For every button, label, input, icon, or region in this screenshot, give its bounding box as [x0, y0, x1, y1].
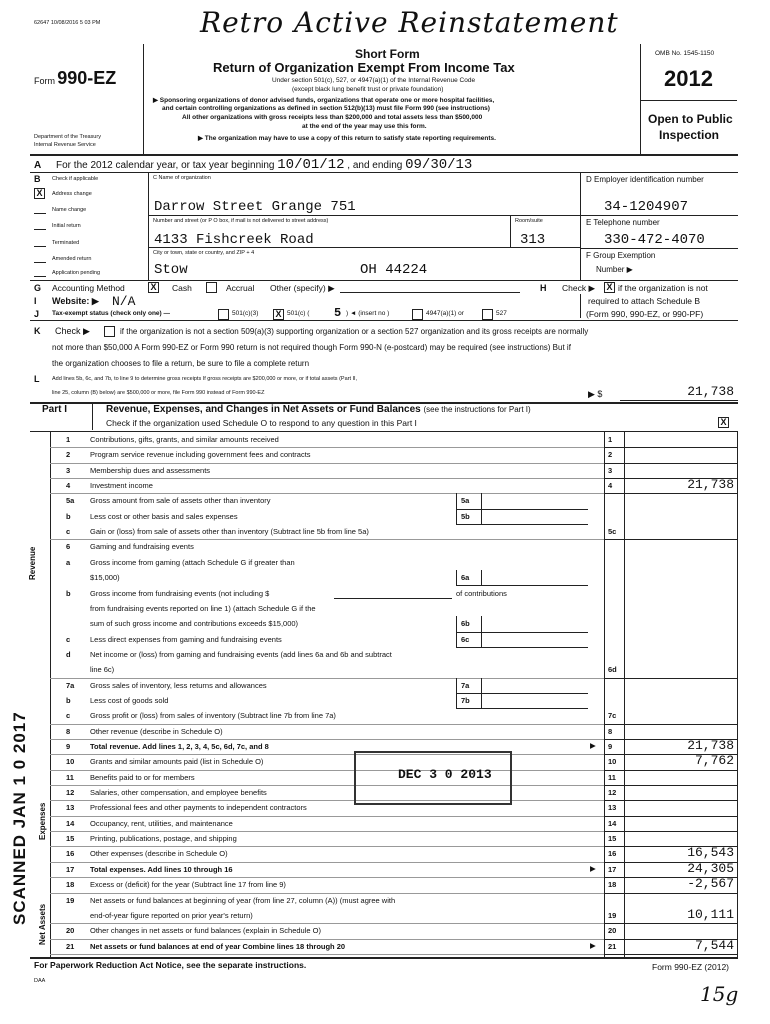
short-form: Short Form: [355, 47, 420, 61]
side-label-net-assets: Net Assets: [38, 903, 47, 945]
line-description: Gross amount from sale of assets other than inventory: [90, 496, 271, 506]
line-description: Less cost or other basis and sales expenses: [90, 511, 238, 521]
line-number: 16: [66, 849, 75, 859]
application-pending-box: [34, 276, 46, 277]
schedule-o-checkbox[interactable]: X: [718, 417, 729, 428]
row-rule: [50, 877, 604, 878]
4947-label: 4947(a)(1) or: [426, 310, 464, 317]
h-divider: [580, 294, 581, 318]
line-description: Gaming and fundraising events: [90, 542, 194, 552]
line-description: Net income or (loss) from gaming and fundraising events (add lines 6a and 6b and subtract: [90, 649, 392, 659]
contributions-field[interactable]: [334, 598, 452, 599]
tax-year-end[interactable]: 09/30/13: [405, 157, 473, 173]
line-description: Net assets or fund balances at beginning of year (from line 27, column (A)) (must agree with: [90, 895, 396, 905]
initial-return-label: Initial return: [52, 223, 81, 229]
line-number: b: [66, 588, 71, 598]
line-h-check: Check ▶: [562, 283, 595, 293]
line-description: Other expenses (describe in Schedule O): [90, 849, 228, 859]
gross-receipts-amount[interactable]: 21,738: [687, 384, 734, 399]
line-number: 11: [66, 772, 74, 782]
line-description: Gross income from fundraising events (not including $: [90, 588, 270, 598]
line-description: Program service revenue including government fees and contracts: [90, 450, 311, 460]
row-rule: [50, 954, 604, 955]
line-number: 18: [66, 880, 75, 890]
side-label-expenses: Expenses: [38, 802, 47, 840]
handwritten-title: Retro Active Reinstatement: [200, 6, 619, 39]
sub-box-label: 6b: [461, 619, 470, 629]
line-description: Grants and similar amounts paid (list in Schedule O): [90, 757, 264, 767]
state-zip[interactable]: OH 44224: [360, 262, 428, 278]
row-rule: [50, 816, 604, 817]
dept-treasury: Department of the Treasury: [34, 134, 101, 140]
side-label-revenue: Revenue: [28, 546, 37, 580]
line-box-label: 1: [608, 435, 613, 444]
cash-checkbox[interactable]: X: [148, 282, 159, 293]
line-description: Contributions, gifts, grants, and similar amounts received: [90, 435, 279, 444]
row-rule: [50, 939, 604, 940]
line-description: Occupancy, rent, utilities, and maintenance: [90, 818, 233, 828]
street-address[interactable]: 4133 Fishcreek Road: [154, 232, 314, 248]
row-rule: [50, 463, 604, 464]
line-number: 8: [66, 726, 71, 736]
form-title: Return of Organization Exempt From Income Tax: [213, 60, 515, 75]
insert-no-label: ) ◄ (insert no ): [346, 310, 390, 317]
line-number: 4: [66, 481, 71, 491]
amount-rule: [604, 539, 737, 540]
sub-amount-field[interactable]: [480, 693, 588, 709]
b-c-divider: [148, 172, 149, 280]
terminated-box: [34, 246, 46, 247]
website-label: Website: ▶: [52, 296, 99, 306]
part1-title: Revenue, Expenses, and Changes in Net Assets or Fund Balances: [106, 404, 421, 415]
line-h-label: H: [540, 283, 547, 293]
website-value[interactable]: N/A: [112, 294, 136, 309]
501c-insert-value[interactable]: 5: [334, 306, 342, 320]
inspection-label: Inspection: [659, 128, 720, 142]
line-description: Net assets or fund balances at end of year Combine lines 18 through 20: [90, 941, 346, 951]
instruction-3: All other organizations with gross receipts less than $200,000 and total assets less than $500,000: [182, 114, 483, 121]
line-box-label: 14: [608, 818, 617, 828]
amount-col-right: [737, 431, 738, 957]
line-number: 10: [66, 757, 75, 767]
amount-rule: [604, 493, 737, 494]
line-box-label: 7c: [608, 711, 617, 721]
tax-year-begin[interactable]: 10/01/12: [277, 157, 345, 173]
line-box-label: 6d: [608, 665, 617, 675]
check-if-applicable: Check if applicable: [52, 176, 99, 182]
line-number: d: [66, 649, 71, 659]
instruction-2: and certain controlling organizations as defined in section 512(b)(13) must file Form 990 (see instructions): [162, 105, 490, 112]
part1-title-row: [106, 404, 531, 415]
part1-label: Part I: [42, 404, 68, 415]
line-number: 1: [66, 435, 71, 444]
terminated-label: Terminated: [52, 240, 80, 246]
row-rule: [50, 785, 604, 786]
line-k-row: K Check ▶: [34, 326, 90, 336]
line-number: 14: [66, 818, 75, 828]
line-description: sum of such gross income and contributions exceeds $15,000): [90, 619, 299, 629]
omb-number: OMB No. 1545-1150: [655, 50, 715, 57]
subtitle-1: Under section 501(c), 527, or 4947(a)(1) of the Internal Revenue Code: [272, 77, 476, 84]
total-arrow-icon: ▶: [590, 863, 596, 873]
line-number: 3: [66, 465, 71, 475]
line-amount[interactable]: 21,738: [687, 738, 734, 753]
line-number: c: [66, 527, 71, 537]
line-amount[interactable]: -2,567: [687, 876, 734, 892]
org-name-label: C Name of organization: [153, 175, 211, 181]
line-amount[interactable]: 24,305: [687, 860, 734, 876]
c-d-divider: [580, 172, 581, 280]
line-number: c: [66, 711, 71, 721]
rule-a: [30, 172, 738, 173]
row-rule: [50, 754, 604, 755]
ein[interactable]: 34-1204907: [604, 199, 689, 215]
phone-label: E Telephone number: [586, 218, 660, 227]
line-description: $15,000): [90, 573, 120, 583]
ein-label: D Employer identification number: [586, 175, 704, 184]
line-number: 13: [66, 803, 75, 813]
line-h-text-2: if the organization is not: [618, 283, 708, 293]
row-rule: [50, 846, 604, 847]
line-number: 15: [66, 834, 75, 844]
line-number: 6: [66, 542, 71, 552]
sub-box: [456, 632, 482, 648]
line-box-label: 4: [608, 481, 613, 491]
line-j-label: J: [34, 309, 40, 319]
line-box-label: 5c: [608, 527, 617, 537]
line-number: 21: [66, 941, 75, 951]
schedule-o-check-text: Check if the organization used Schedule O to respond to any question in this Part I: [106, 418, 417, 428]
total-arrow-icon: ▶: [590, 741, 596, 750]
sub-amount-field[interactable]: [480, 493, 588, 509]
room-suite[interactable]: 313: [520, 232, 546, 248]
amount-rule: [604, 770, 737, 771]
line-number: 12: [66, 788, 75, 798]
line-box-label: 12: [608, 788, 617, 798]
line-number: 7a: [66, 680, 75, 690]
line-l-label: L: [34, 374, 40, 384]
line-description: Excess or (deficit) for the year (Subtract line 17 from line 9): [90, 880, 286, 890]
subtitle-2: (except black lung benefit trust or private foundation): [292, 86, 444, 93]
rule-name: [148, 215, 580, 216]
amount-rule: [604, 800, 737, 801]
501c-checkbox[interactable]: X: [273, 309, 284, 320]
sub-box-label: 5b: [461, 511, 470, 521]
line-a: A For the 2012 calendar year, or tax year beginning 10/01/12 , and ending 09/30/13: [34, 157, 473, 173]
line-description: line 6c): [90, 665, 115, 675]
sub-amount-field[interactable]: [480, 632, 588, 648]
address-change-label: Address change: [52, 191, 92, 197]
line-description-suffix: of contributions: [456, 588, 507, 598]
line-number: 2: [66, 450, 71, 460]
amount-rule: [604, 785, 737, 786]
sub-amount-field[interactable]: [480, 678, 588, 694]
line-box-label: 20: [608, 926, 617, 936]
row-rule: [50, 447, 604, 448]
amended-return-box: [34, 262, 46, 263]
line-number: c: [66, 634, 71, 644]
tax-exempt-status-label: Tax-exempt status (check only one) —: [52, 310, 170, 317]
rule-phone: [580, 248, 738, 249]
sub-box-label: 7a: [461, 680, 470, 690]
cash-label: Cash: [172, 283, 192, 293]
line-amount[interactable]: 7,544: [694, 937, 734, 953]
rule-lines-top: [30, 431, 738, 432]
row-rule: [50, 770, 604, 771]
form-reference: Form 990-EZ (2012): [652, 962, 729, 972]
527-label: 527: [496, 310, 507, 317]
sub-amount-field[interactable]: [480, 509, 588, 525]
line-number: 9: [66, 742, 71, 751]
line-k-text-2: not more than $50,000 A Form 990-EZ or Form 990 return is not required though Form 990-N (e-postcard) may be required (see instructions) But if: [52, 343, 571, 352]
other-method-label: Other (specify) ▶: [270, 283, 335, 293]
amount-rule: [604, 463, 737, 464]
year-divider: [640, 100, 737, 101]
line-k-checkbox[interactable]: [104, 326, 115, 337]
row-rule: [50, 478, 604, 479]
line-l-text-1: Add lines 5b, 6c, and 7b, to line 9 to determine gross receipts If gross receipts are $200,000 or more, or if total assets (Part II,: [52, 376, 358, 382]
line-description: Gross income from gaming (attach Schedule G if greater than: [90, 557, 295, 567]
line-box-label: 11: [608, 772, 616, 782]
application-pending-label: Application pending: [52, 270, 101, 276]
total-arrow-icon: ▶: [590, 940, 596, 950]
group-exemption-number: Number ▶: [596, 265, 633, 274]
line-description: Gross sales of inventory, less returns and allowances: [90, 680, 267, 690]
amount-rule: [604, 724, 737, 725]
row-rule: [50, 893, 604, 894]
amount-rule: [604, 678, 737, 679]
amount-rule: [604, 816, 737, 817]
instruction-1: ▶ Sponsoring organizations of donor advised funds, organizations that operate one or more hospital facilities,: [153, 97, 495, 104]
sub-box: [456, 693, 482, 709]
received-stamp: [354, 751, 512, 805]
501c3-label: 501(c)(3): [232, 310, 259, 317]
amount-rule: [604, 893, 737, 894]
line-l-underline: [620, 400, 738, 401]
rule-footer: [30, 957, 738, 959]
sub-box: [456, 570, 482, 586]
form-number-block: [34, 68, 116, 89]
line-box-label: 21: [608, 941, 617, 951]
line-box-label: 18: [608, 880, 617, 890]
received-stamp-date: DEC 3 0 2013: [398, 767, 492, 782]
instruction-5: ▶ The organization may have to use a copy of this return to satisfy state reporting requirements.: [198, 135, 496, 142]
amount-rule: [604, 831, 737, 832]
form-label: Form: [34, 76, 55, 86]
tax-year: 2012: [664, 66, 713, 91]
part1-label-divider: [92, 403, 93, 430]
line-description: Membership dues and assessments: [90, 465, 211, 475]
501c3-checkbox[interactable]: [218, 309, 229, 320]
4947-checkbox[interactable]: [412, 309, 423, 320]
room-divider: [510, 215, 511, 247]
line-i-label: I: [34, 296, 37, 306]
line-description: Total revenue. Add lines 1, 2, 3, 4, 5c, 6d, 7c, and 8: [90, 742, 269, 751]
line-box-label: 2: [608, 450, 613, 460]
sub-box-label: 5a: [461, 496, 470, 506]
sub-box: [456, 678, 482, 694]
line-box-label: 16: [608, 849, 617, 859]
handwritten-page-mark: 15g: [700, 982, 739, 1006]
line-k-text-1: if the organization is not a section 509(a)(3) supporting organization or a section 527 organization and its gross receipts are normally: [120, 327, 589, 336]
rule-ein: [580, 215, 738, 216]
sub-amount-field[interactable]: [480, 570, 588, 586]
line-number: a: [66, 557, 71, 567]
line-l-arrow: ▶ $: [588, 389, 603, 399]
city-label: City or town, state or country, and ZIP + 4: [153, 250, 255, 256]
row-rule: [50, 724, 604, 725]
amount-rule: [604, 923, 737, 924]
line-h-text-4: (Form 990, 990-EZ, or 990-PF): [586, 309, 704, 319]
line-box-label: 8: [608, 726, 613, 736]
line-description: end-of-year figure reported on prior year's return): [90, 910, 253, 920]
schedule-b-checkbox[interactable]: X: [604, 282, 615, 293]
header-divider-right: [640, 44, 641, 154]
line-description: Other revenue (describe in Schedule O): [90, 726, 223, 736]
line-description: Salaries, other compensation, and employee benefits: [90, 788, 267, 798]
line-k-text-3: the organization chooses to file a return, be sure to file a complete return: [52, 359, 310, 368]
room-label: Room/suite: [515, 218, 543, 224]
instruction-4: at the end of the year may use this form.: [302, 123, 427, 130]
other-method-field: [340, 292, 520, 293]
line-amount[interactable]: 21,738: [687, 477, 734, 493]
accrual-checkbox[interactable]: [206, 282, 217, 293]
line-description: Gross profit or (loss) from sales of inventory (Subtract line 7b from line 7a): [90, 711, 336, 721]
line-h-text-3: required to attach Schedule B: [588, 296, 700, 306]
line-box-label: 3: [608, 465, 613, 475]
amended-return-label: Amended return: [52, 256, 92, 262]
line-description: Other changes in net assets or fund balances (explain in Schedule O): [90, 926, 321, 936]
sub-box: [456, 493, 482, 509]
line-description: Professional fees and other payments to independent contractors: [90, 803, 307, 813]
amount-rule: [604, 447, 737, 448]
irs-label: Internal Revenue Service: [34, 142, 96, 148]
initial-return-box: [34, 229, 46, 230]
sub-box: [456, 509, 482, 525]
sub-box-label: 6c: [461, 634, 470, 644]
name-change-box: [34, 213, 46, 214]
sub-amount-field[interactable]: [480, 616, 588, 632]
line-description: Benefits paid to or for members: [90, 772, 195, 782]
city[interactable]: Stow: [154, 262, 188, 278]
sub-box-label: 6a: [461, 573, 470, 583]
rule-street: [148, 247, 580, 248]
sub-box: [456, 616, 482, 632]
line-description: Less direct expenses from gaming and fundraising events: [90, 634, 282, 644]
name-change-label: Name change: [52, 207, 87, 213]
line-number: 17: [66, 864, 75, 874]
line-description: Total expenses. Add lines 10 through 16: [90, 864, 233, 874]
fax-stamp: 62647 10/08/2016 5 03 PM: [34, 20, 101, 26]
line-amount[interactable]: 7,762: [694, 753, 734, 769]
open-to-public: Open to Public: [648, 112, 733, 126]
section-b-label: B: [34, 174, 41, 184]
line-l-text-2: line 25, column (B) below) are $500,000 or more, file Form 990 instead of Form 990-EZ: [52, 390, 265, 396]
part1-title-suffix: (see the instructions for Part I): [423, 405, 531, 414]
row-rule: [50, 923, 604, 924]
rule-g: [30, 280, 738, 281]
row-rule: [50, 800, 604, 801]
line-g-label: G: [34, 283, 42, 293]
accounting-method-label: Accounting Method: [52, 283, 125, 293]
line-amount[interactable]: 16,543: [687, 845, 734, 861]
line-box-label: 9: [608, 742, 613, 751]
line-box-label: 19: [608, 910, 617, 920]
line-number: 19: [66, 895, 75, 905]
501c-label: 501(c) (: [287, 310, 310, 317]
row-rule: [50, 831, 604, 832]
org-name[interactable]: Darrow Street Grange 751: [154, 199, 356, 215]
line-box-label: 10: [608, 757, 617, 767]
527-checkbox[interactable]: [482, 309, 493, 320]
daa-label: DAA: [34, 978, 46, 984]
line-description: Gain or (loss) from sale of assets other than inventory (Subtract line 5b from line 5a): [90, 527, 369, 537]
line-number: 20: [66, 926, 75, 936]
line-description: Investment income: [90, 481, 153, 491]
scanned-stamp: SCANNED JAN 1 0 2017: [10, 711, 29, 925]
amount-rule: [604, 954, 737, 955]
line-description: Less cost of goods sold: [90, 695, 169, 705]
sub-box-label: 7b: [461, 695, 470, 705]
phone[interactable]: 330-472-4070: [604, 232, 705, 248]
header-divider-left: [143, 44, 144, 154]
line-box-label: 17: [608, 864, 617, 874]
row-rule: [50, 739, 604, 740]
header-bottom-rule: [30, 154, 738, 156]
line-description: Printing, publications, postage, and shipping: [90, 834, 237, 844]
row-rule: [50, 539, 604, 540]
group-exemption-label: F Group Exemption: [586, 251, 656, 260]
paperwork-notice: For Paperwork Reduction Act Notice, see the separate instructions.: [34, 960, 307, 970]
line-amount[interactable]: 10,111: [687, 906, 734, 922]
line-number: b: [66, 695, 71, 705]
line-number: b: [66, 511, 71, 521]
line-description: from fundraising events reported on line 1) (attach Schedule G if the: [90, 603, 316, 613]
row-rule: [50, 862, 604, 863]
accrual-label: Accrual: [226, 283, 255, 293]
street-label: Number and street (or P O box, if mail is not delivered to street address): [153, 218, 329, 224]
address-change-checkbox[interactable]: X: [34, 188, 45, 199]
line-box-label: 13: [608, 803, 617, 813]
rule-k: [30, 320, 738, 321]
form-number: 990-EZ: [57, 68, 117, 88]
line-box-label: 15: [608, 834, 617, 844]
line-number: 5a: [66, 496, 75, 506]
